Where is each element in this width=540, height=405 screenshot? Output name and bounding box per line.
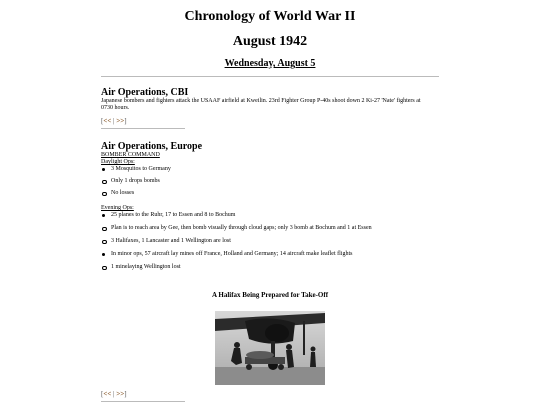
europe-title: Air Operations, Europe — [101, 141, 203, 152]
section-divider — [101, 401, 185, 402]
month-title: August 1942 — [232, 34, 308, 49]
list-item: 25 planes to the Ruhr, 17 to Essen and 8 to Bochum — [101, 212, 441, 219]
evening-list — [101, 212, 441, 271]
list-item: 1 minelaying Wellington lost — [101, 264, 441, 271]
daylight-list — [101, 166, 441, 197]
daylight-label: Daylight Ops: — [101, 159, 135, 165]
cbi-text: Japanese bombers and fighters attack the USAAF airfield at Kweilin. 23rd Fighter Group P-40s shoot down 2 Ki-27 'Nate' fighters at 0730 hours. — [101, 98, 421, 111]
cbi-title: Air Operations, CBI — [101, 87, 189, 98]
nav-separator: | — [113, 390, 115, 398]
section-divider — [101, 128, 185, 129]
prev-link[interactable]: << — [103, 117, 112, 125]
list-item: 3 Halifaxes, 1 Lancaster and 1 Wellington are lost — [101, 238, 441, 245]
divider — [101, 76, 439, 77]
nav-separator: | — [113, 117, 115, 125]
next-link[interactable]: >> — [116, 117, 125, 125]
evening-label: Evening Ops: — [101, 205, 134, 211]
date-heading: Wednesday, August 5 — [224, 58, 316, 69]
list-item: Plan is to reach area by Gee, then bomb visually through cloud gaps; only 3 bomb at Bochum and 1 at Essen — [101, 225, 441, 232]
cbi-nav — [101, 117, 441, 125]
list-item: No losses — [101, 190, 441, 197]
list-item: 3 Mosquitos to Germany — [101, 166, 441, 173]
photo-caption: A Halifax Being Prepared for Take-Off — [211, 291, 329, 299]
nav-open-bracket: [ — [101, 390, 104, 398]
nav-close-bracket: ] — [124, 390, 127, 398]
list-item: Only 1 drops bombs — [101, 178, 441, 185]
europe-section — [101, 141, 441, 271]
europe-nav-section — [101, 390, 441, 402]
nav-close-bracket: ] — [124, 117, 127, 125]
cbi-section — [101, 87, 441, 129]
list-item: In minor ops, 57 aircraft lay mines off France, Holland and Germany; 14 aircraft make leaflet flights — [101, 251, 441, 258]
command-label: BOMBER COMMAND — [101, 152, 160, 158]
next-link[interactable]: >> — [116, 390, 125, 398]
page-title: Chronology of World War II — [184, 9, 356, 24]
nav-open-bracket: [ — [101, 117, 104, 125]
photo-illustration — [215, 311, 325, 385]
prev-link[interactable]: << — [103, 390, 112, 398]
aircraft-photo — [215, 311, 325, 385]
europe-nav — [101, 390, 441, 398]
